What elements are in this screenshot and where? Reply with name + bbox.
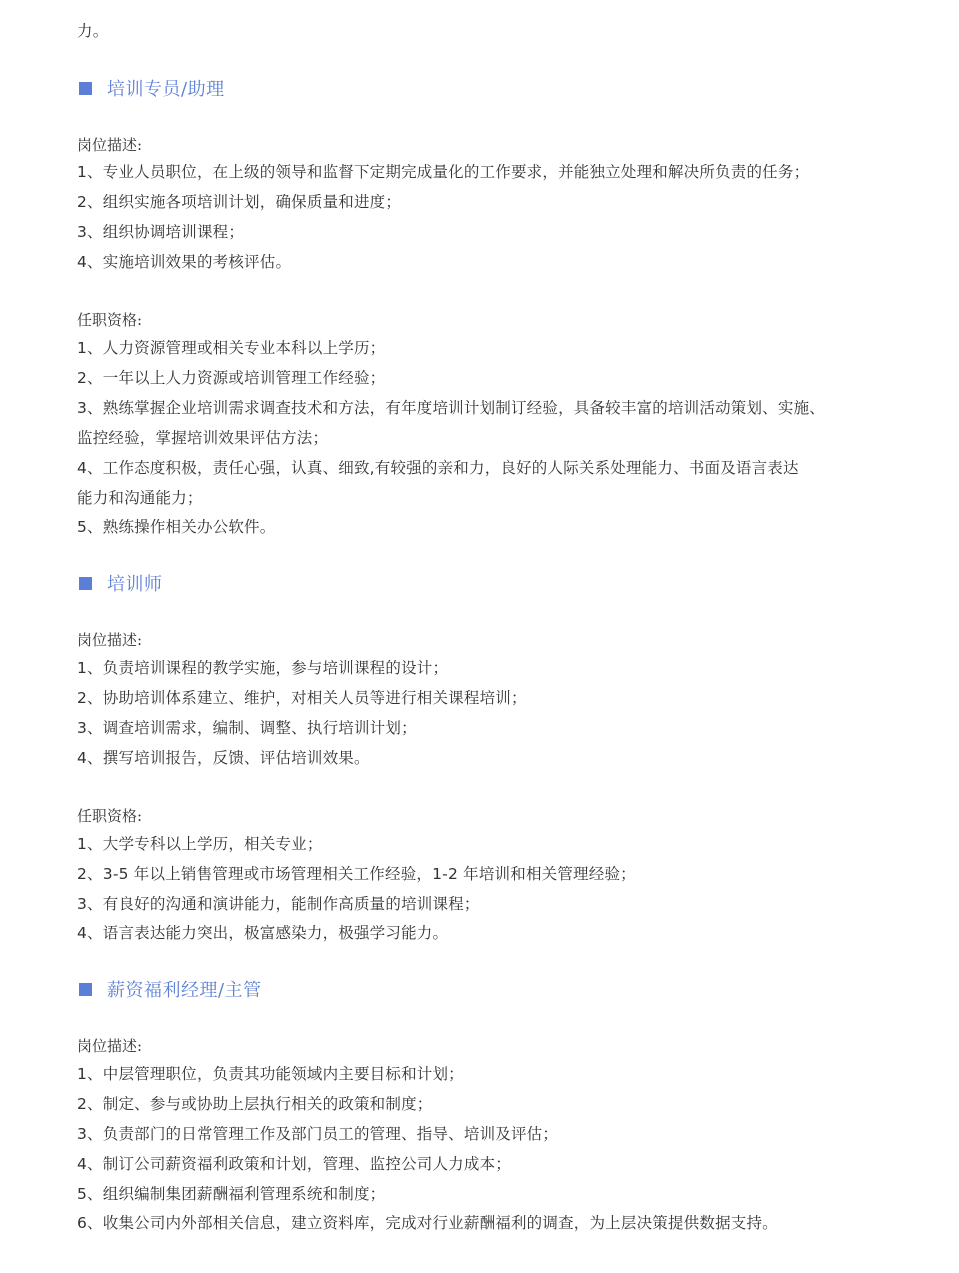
- square-bullet-icon: [79, 983, 92, 996]
- list-item: 4、制订公司薪资福利政策和计划，管理、监控公司人力成本；: [77, 1155, 511, 1173]
- section-title: 培训师: [107, 574, 163, 595]
- list-item: 2、3-5 年以上销售管理或市场管理相关工作经验，1-2 年培训和相关管理经验；: [77, 865, 636, 883]
- list-item: 4、语言表达能力突出，极富感染力，极强学习能力。: [77, 924, 449, 942]
- section-heading-training-specialist: [79, 76, 225, 100]
- section-heading-compensation-manager: [79, 977, 262, 1001]
- list-item: 2、一年以上人力资源或培训管理工作经验；: [77, 369, 386, 387]
- list-item: 6、收集公司内外部相关信息，建立资料库，完成对行业薪酬福利的调查，为上层决策提供数据支持。: [77, 1214, 778, 1232]
- list-item: 2、组织实施各项培训计划，确保质量和进度；: [77, 193, 402, 211]
- list-item: 2、协助培训体系建立、维护，对相关人员等进行相关课程培训；: [77, 689, 527, 707]
- paragraph-tail: 力。: [77, 22, 109, 40]
- list-item: 4、实施培训效果的考核评估。: [77, 253, 292, 271]
- square-bullet-icon: [79, 82, 92, 95]
- list-item: 监控经验，掌握培训效果评估方法；: [77, 429, 329, 447]
- list-item: 1、人力资源管理或相关专业本科以上学历；: [77, 339, 386, 357]
- list-item: 3、组织协调培训课程；: [77, 223, 245, 241]
- duties-label: 岗位描述:: [77, 631, 143, 649]
- section-title: 薪资福利经理/主管: [107, 980, 262, 1001]
- list-item: 1、专业人员职位，在上级的领导和监督下定期完成量化的工作要求，并能独立处理和解决所负责的任务；: [77, 163, 810, 181]
- list-item: 1、负责培训课程的教学实施，参与培训课程的设计；: [77, 659, 449, 677]
- list-item: 5、组织编制集团薪酬福利管理系统和制度；: [77, 1185, 386, 1203]
- square-bullet-icon: [79, 577, 92, 590]
- list-item: 1、大学专科以上学历，相关专业；: [77, 835, 323, 853]
- list-item: 1、中层管理职位，负责其功能领域内主要目标和计划；: [77, 1065, 464, 1083]
- list-item: 3、负责部门的日常管理工作及部门员工的管理、指导、培训及评估；: [77, 1125, 559, 1143]
- list-item: 能力和沟通能力；: [77, 489, 203, 507]
- list-item: 2、制定、参与或协助上层执行相关的政策和制度；: [77, 1095, 433, 1113]
- duties-label: 岗位描述:: [77, 136, 143, 154]
- list-item: 3、有良好的沟通和演讲能力，能制作高质量的培训课程；: [77, 895, 480, 913]
- requirements-label: 任职资格:: [77, 807, 143, 825]
- list-item: 3、熟练掌握企业培训需求调查技术和方法，有年度培训计划制订经验，具备较丰富的培训活动策划、实施、: [77, 399, 825, 417]
- list-item: 5、熟练操作相关办公软件。: [77, 518, 276, 536]
- list-item: 4、撰写培训报告，反馈、评估培训效果。: [77, 749, 370, 767]
- section-heading-trainer: [79, 571, 163, 595]
- section-title: 培训专员/助理: [107, 79, 225, 100]
- list-item: 4、工作态度积极，责任心强，认真、细致,有较强的亲和力，良好的人际关系处理能力、书面及语言表达: [77, 459, 799, 477]
- list-item: 3、调查培训需求，编制、调整、执行培训计划；: [77, 719, 417, 737]
- duties-label: 岗位描述:: [77, 1037, 143, 1055]
- requirements-label: 任职资格:: [77, 311, 143, 329]
